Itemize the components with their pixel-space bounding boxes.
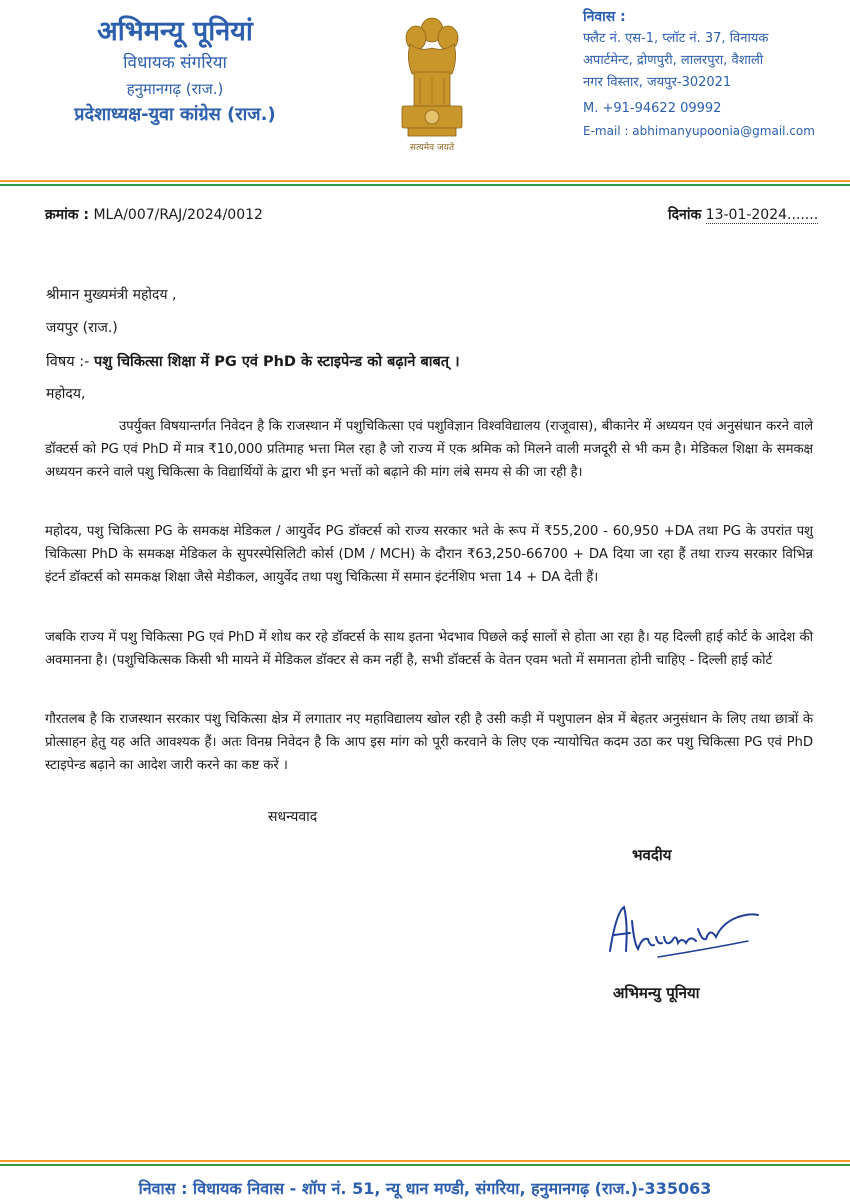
signer-name: अभिमन्यु पूनिया <box>613 984 700 1002</box>
residence-label: निवास : <box>583 9 626 25</box>
paragraph-4: गौरतलब है कि राजस्थान सरकार पशु चिकित्सा क्षेत्र में लगातार नए महाविद्यालय खोल रही है उसी कड़ी में पशुपालन क्षेत्र में बेहतर अनुसंधान के लिए तथा छात्रों के प्रोत्साहन हेतु यह अति आवश्यक हैं। अतः विनम्र निवेदन है कि आप इस मांग को पूरी करवाने के लिए एक न्यायोचित कदम उठा कर पशु चिकित्सा PG एवं PhD स्टाइपेन्ड बढ़ाने का आदेश जारी करने का कष्ट करें । <box>45 712 813 773</box>
mla-district: हनुमानगढ़ (राज.) <box>126 80 224 98</box>
email-address: E-mail : abhimanyupoonia@gmail.com <box>583 124 815 138</box>
signature <box>598 893 768 973</box>
mla-post: प्रदेशाध्यक्ष-युवा कांग्रेस (राज.) <box>74 104 276 125</box>
salutation: महोदय, <box>46 386 86 402</box>
subject-line <box>46 351 826 371</box>
mla-name: अभिमन्यू पूनियां <box>97 16 253 47</box>
residence-line-1: फ्लैट नं. एस-1, प्लॉट नं. 37, विनायक <box>583 31 769 46</box>
footer-address: निवास : विधायक निवास - शॉप नं. 51, न्यू धान मण्डी, संगरिया, हनुमानगढ़ (राज.)-335063 <box>138 1179 712 1198</box>
mobile-number: M. +91-94622 09992 <box>583 101 722 116</box>
reference-value: MLA/007/RAJ/2024/0012 <box>93 207 263 223</box>
closing-yours: भवदीय <box>632 846 672 864</box>
reference-number <box>45 205 263 224</box>
paragraph-2: महोदय, पशु चिकित्सा PG के समकक्ष मेडिकल / आयुर्वेद PG डॉक्टर्स को राज्य सरकार भते के रूप में ₹55,200 - 60,950 +DA तथा PG के उपरांत पशु चिकित्सा PhD के समकक्ष मेडिकल के सुपरस्पेसिलिटी कोर्स (DM / MCH) के दौरान ₹63,250-66700 + DA दिया जा रहा हैं तथा राज्य सरकार विभिन्न इंटर्न डॉक्टर्स को समकक्ष शिक्षा जैसे मेडीकल, आयुर्वेद तथा पशु चिकित्सा में समान इंटर्नशिप भत्ता 14 + DA देती हैं। <box>45 524 813 585</box>
date-label: दिनांक <box>668 207 702 223</box>
tricolor-divider <box>0 180 850 188</box>
residence-line-3: नगर विस्तार, जयपुर-302021 <box>583 75 732 90</box>
addressee-line-2: जयपुर (राज.) <box>46 320 118 336</box>
closing-thanks: सधन्यवाद <box>268 809 318 825</box>
emblem-motto: सत्यमेव जयते <box>409 143 455 153</box>
subject-text: पशु चिकित्सा शिक्षा में PG एवं PhD के स्टाइपेन्ड को बढ़ाने बाबत् । <box>93 354 460 370</box>
paragraph-3: जबकि राज्य में पशु चिकित्सा PG एवं PhD में शोध कर रहे डॉक्टर्स के साथ इतना भेदभाव पिछले कई सालों से होता आ रहा है। यह दिल्ली हाई कोर्ट के आदेश की अवमानना है। (पशुचिकित्सक किसी भी मायने में मेडिकल डॉक्टर से कम नहीं है, सभी डॉक्टर्स के वेतन एवम भतो में समानता होनी चाहिए - दिल्ली हाई कोर्ट <box>45 630 813 668</box>
letterhead <box>0 0 850 175</box>
paragraph-1: उपर्युक्त विषयान्तर्गत निवेदन है कि राजस्थान में पशुचिकित्सा एवं पशुविज्ञान विश्वविद्यालय (राजूवास), बीकानेर में अध्ययन एवं अनुसंधान करने वाले डॉक्टर्स को PG एवं PhD में मात्र ₹10,000 प्रतिमाह भत्ता मिल रहा है जो राज्य में एक श्रमिक को मिलने वाली मजदूरी से भी कम है। मेडिकल शिक्षा के समकक्ष अध्ययन करने वाले पशु चिकित्सा के विद्यार्थियों के द्वारा भी इन भत्तों को बढ़ाने की मांग लंबे समय से की जा रही है। <box>45 419 813 480</box>
residence-line-2: अपार्टमेन्ट, द्रोणपुरी, लालरपुरा, वैशाली <box>583 53 764 68</box>
residence-block <box>583 6 843 142</box>
subject-label: विषय :- <box>46 354 90 370</box>
letter-date: दिनांक 13-01-2024....... <box>668 207 819 223</box>
footer-divider <box>0 1160 850 1166</box>
letterhead-left <box>40 14 310 128</box>
addressee-line-1: श्रीमान मुख्यमंत्री महोदय , <box>46 287 177 303</box>
date-value: 13-01-2024 <box>705 207 788 223</box>
mla-designation: विधायक संगरिया <box>123 53 227 73</box>
reference-label: क्रमांक : <box>45 207 89 223</box>
